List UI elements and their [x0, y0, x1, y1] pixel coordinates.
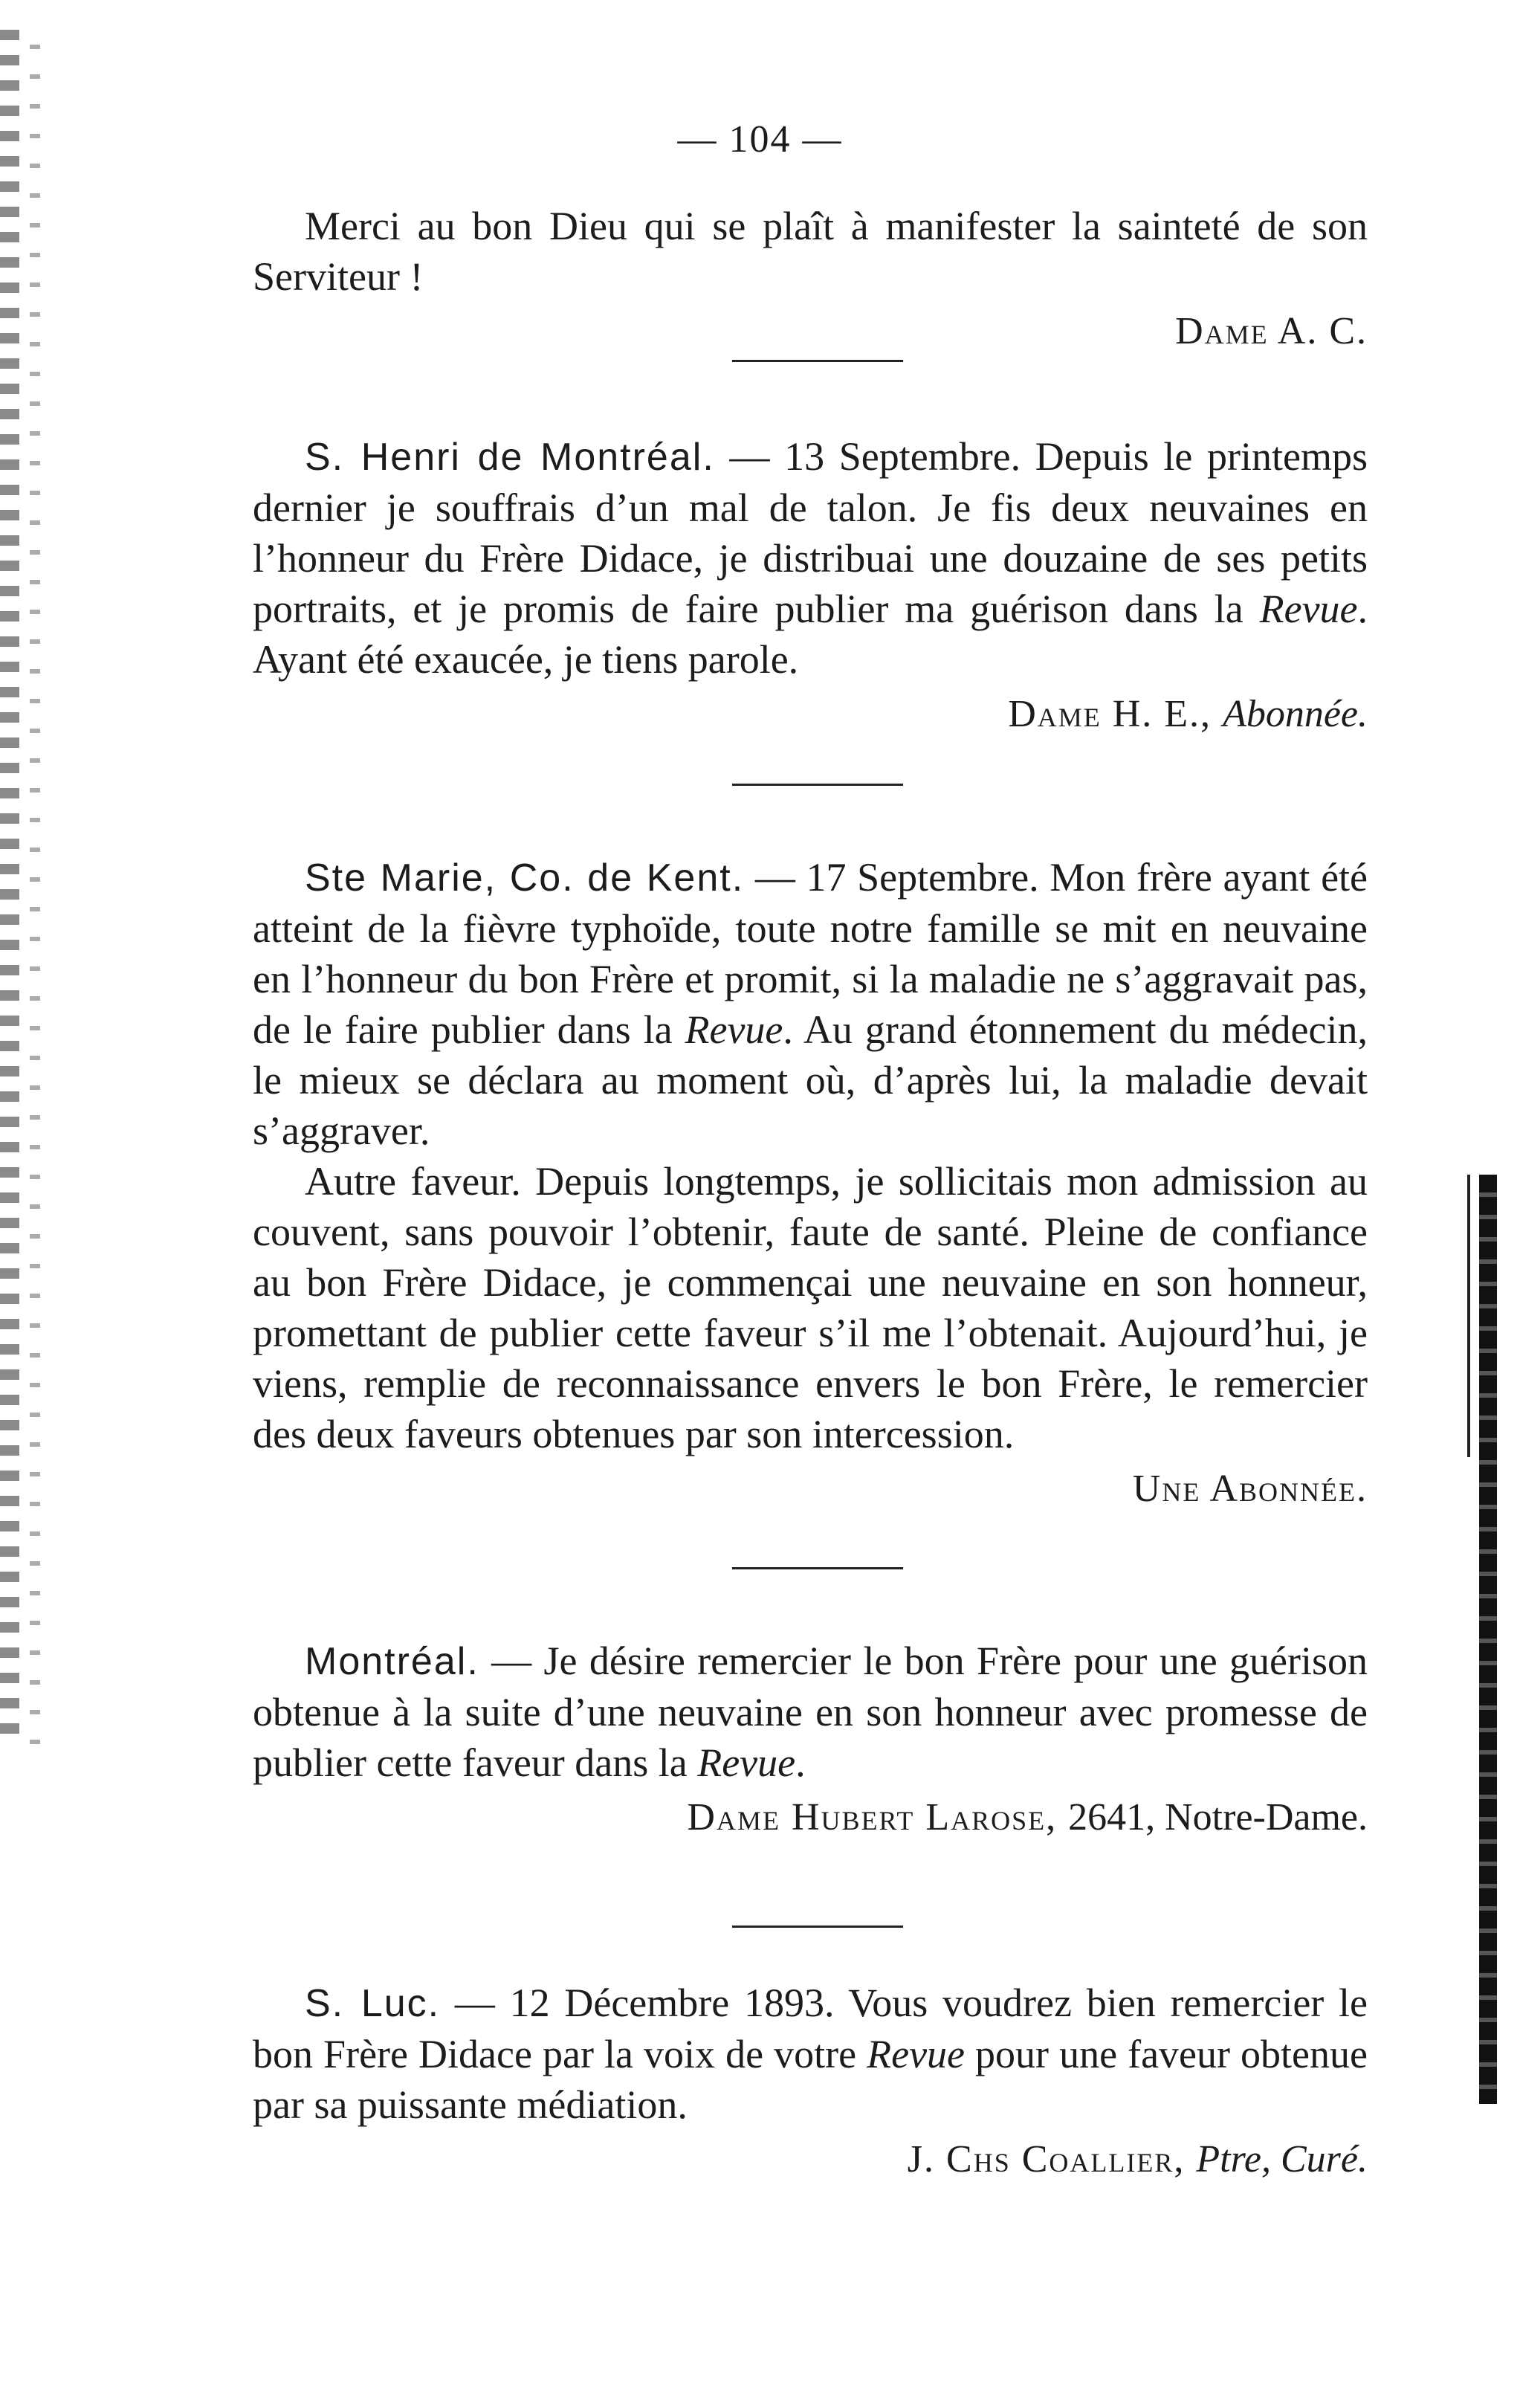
revue-title: Revue	[685, 1007, 783, 1052]
entry-3-paragraph-1	[253, 852, 1368, 1156]
entry-1-signature	[253, 306, 1368, 357]
entry-2-text: — 13 Septembre. Depuis le printemps dernier je souffrais d’un mal de talon. Je fis deux neuvaines en l’honneur du Frère Didace, je distribuai une douzaine de ses petits portraits, et je promis de faire publier ma guérison dans la	[253, 434, 1368, 631]
entry-3	[253, 852, 1368, 1514]
entry-5-signature	[253, 2134, 1368, 2185]
entry-5-text-end: pour une faveur obtenue par sa puissante médiation.	[253, 2032, 1368, 2127]
entry-5-paragraph	[253, 1978, 1368, 2130]
entry-3-heading: Ste Marie, Co. de Kent.	[305, 856, 745, 900]
entry-2-text-end: . Ayant été exaucée, je tiens parole.	[253, 587, 1368, 682]
page-number: — 104 —	[677, 118, 843, 161]
separator-rule	[732, 360, 903, 362]
entry-2	[253, 431, 1368, 740]
separator-rule	[732, 1567, 903, 1569]
entry-3-paragraph-2: Autre faveur. Depuis longtemps, je sollicitais mon admission au couvent, sans pouvoir l’obtenir, faute de santé. Pleine de confiance au bon Frère Didace, je commençai une neuvaine en son honneur, promettant de publier cette faveur s’il me l’obtenait. Aujourd’hui, je viens, remplie de reconnaissance envers le bon Frère, le remercier des deux faveurs obtenues par son intercession.	[253, 1159, 1368, 1456]
scan-edge-right	[1479, 1175, 1497, 2104]
entry-4-text-end: .	[795, 1740, 806, 1785]
entry-3-text-end: . Au grand étonnement du médecin, le mieux se déclara au moment où, d’après lui, la maladie devait s’aggraver.	[253, 1007, 1368, 1153]
entry-4-signature	[253, 1792, 1368, 1843]
entry-5	[253, 1978, 1368, 2185]
entry-5-text: — 12 Décembre 1893. Vous voudrez bien remercier le bon Frère Didace par la voix de votre	[253, 1981, 1368, 2076]
entry-4-text: — Je désire remercier le bon Frère pour une guérison obtenue à la suite d’une neuvaine en son honneur avec promesse de publier cette faveur dans la	[253, 1639, 1368, 1785]
signature-address: 2641, Notre-Dame.	[1068, 1796, 1368, 1839]
entry-3-text: — 17 Septembre. Mon frère ayant été atteint de la fièvre typhoïde, toute notre famille se mit en neuvaine en l’honneur du bon Frère et promit, si la maladie ne s’aggravait pas, de le faire publier dans la	[253, 855, 1368, 1052]
signature-name: Une Abonnée.	[1132, 1468, 1368, 1510]
signature-name: Dame A. C.	[1175, 310, 1368, 352]
entry-5-heading: S. Luc.	[305, 1982, 441, 2025]
revue-title: Revue	[867, 2032, 965, 2076]
entry-1-paragraph: Merci au bon Dieu qui se plaît à manifester la sainteté de son Serviteur !	[253, 204, 1368, 299]
signature-name: J. Chs Coallier,	[907, 2138, 1186, 2181]
entry-4	[253, 1636, 1368, 1843]
entry-4-heading: Montréal.	[305, 1640, 479, 1683]
entry-3-signature	[253, 1464, 1368, 1514]
entry-4-paragraph	[253, 1636, 1368, 1788]
entry-2-paragraph	[253, 431, 1368, 685]
signature-name: Dame Hubert Larose,	[687, 1796, 1058, 1839]
revue-title: Revue	[1259, 587, 1358, 631]
signature-name: Dame H. E.,	[1008, 693, 1212, 735]
entry-1	[253, 201, 1368, 357]
signature-title: Ptre, Curé.	[1196, 2138, 1368, 2181]
revue-title: Revue	[697, 1740, 796, 1785]
scan-edge-left	[0, 30, 19, 1740]
separator-rule	[732, 1926, 903, 1928]
scan-edge-right-line	[1467, 1175, 1470, 1457]
entry-2-heading: S. Henri de Montréal.	[305, 436, 715, 479]
separator-rule	[732, 784, 903, 786]
scan-edge-left-dots	[30, 45, 40, 1755]
entry-2-signature	[253, 689, 1368, 740]
signature-suffix: Abonnée.	[1223, 693, 1368, 735]
